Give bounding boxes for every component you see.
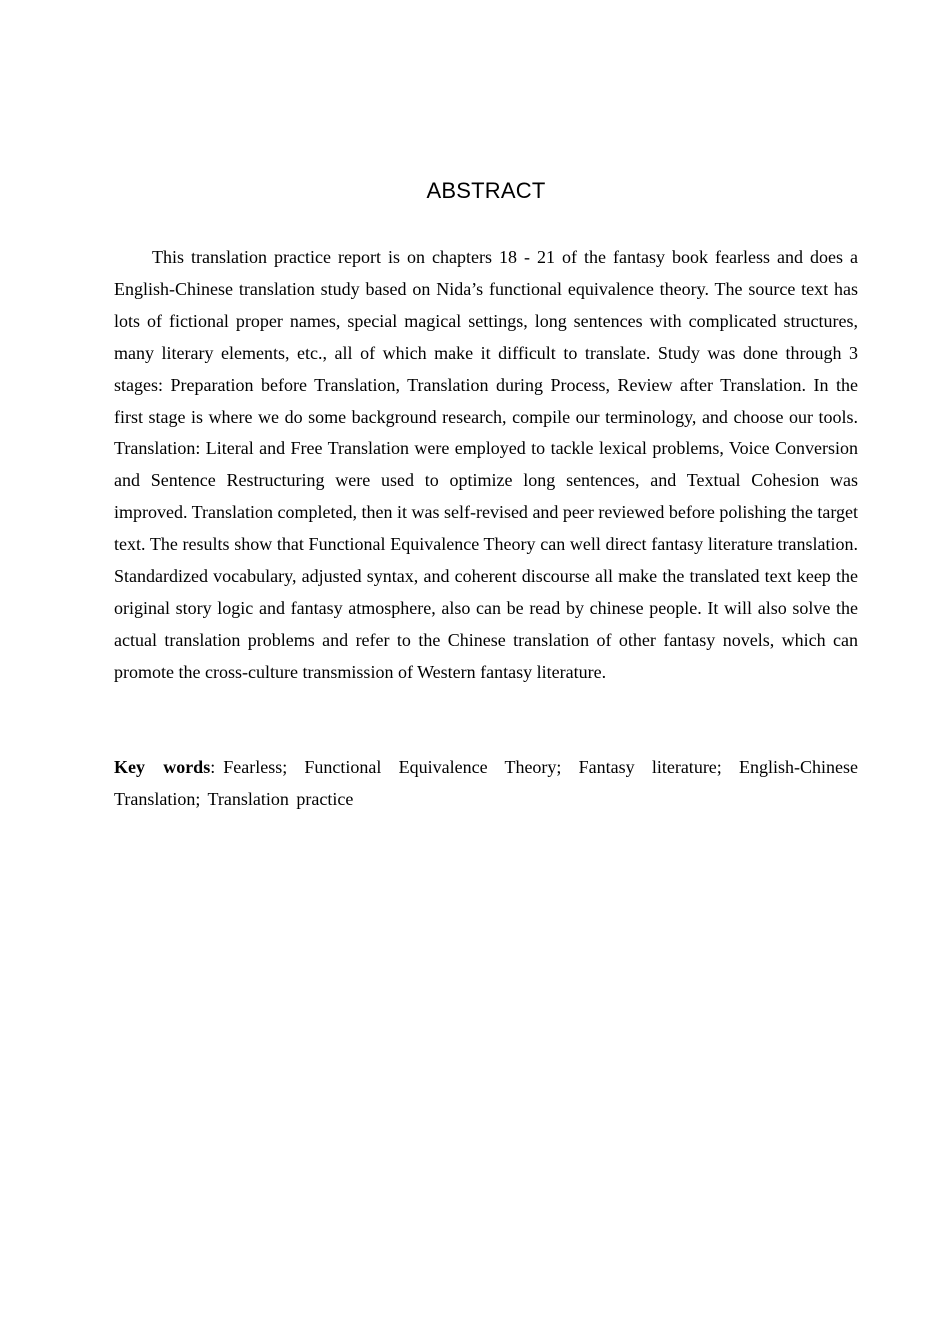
keywords-text: Fearless; Functional Equivalence Theory; Fantasy literature; English-Chinese Translation; Translation practice (114, 757, 858, 809)
abstract-paragraph: This translation practice report is on chapters 18 - 21 of the fantasy book fearless and does a English-Chinese translation study based on Nida’s functional equivalence theory. The source text has lots of fictional proper names, special magical settings, long sentences with complicated structures, many literary elements, etc., all of which make it difficult to translate. Study was done through 3 stages: Preparation before Translation, Translation during Process, Review after Translation. In the first stage is where we do some background research, compile our terminology, and choose our tools. Translation: Literal and Free Translation were employed to tackle lexical problems, Voice Conversion and Sentence Restructuring were used to optimize long sentences, and Textual Cohesion was improved. Translation completed, then it was self-revised and peer reviewed before polishing the target text. The results show that Functional Equivalence Theory can well direct fantasy literature translation. Standardized vocabulary, adjusted syntax, and coherent discourse all make the translated text keep the original story logic and fantasy atmosphere, also can be read by chinese people. It will also solve the actual translation problems and refer to the Chinese translation of other fantasy novels, which can promote the cross-culture transmission of Western fantasy literature. (114, 247, 858, 682)
keywords-separator: : (210, 757, 216, 777)
keywords-label: Key words (114, 757, 211, 777)
keywords-line (114, 752, 858, 816)
abstract-title: ABSTRACT (426, 178, 546, 203)
